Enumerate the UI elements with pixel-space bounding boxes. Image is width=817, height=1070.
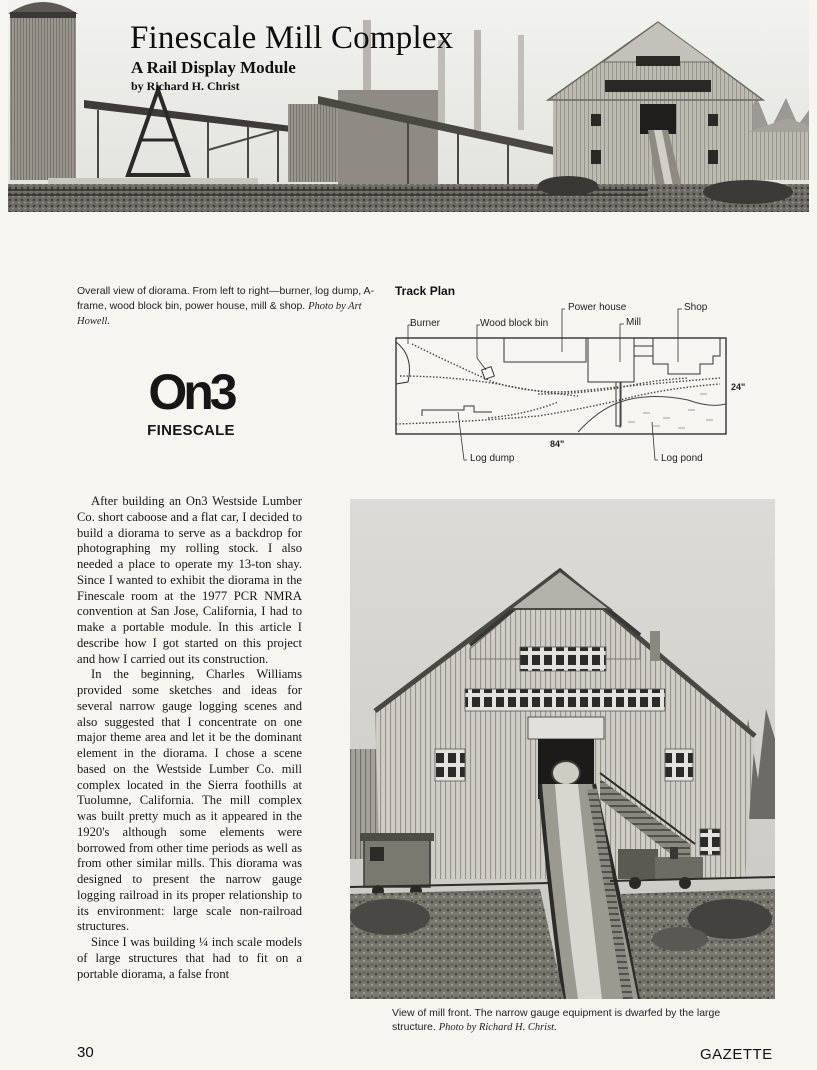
label-shop: Shop [684, 302, 708, 313]
article-byline: by Richard H. Christ [131, 79, 240, 93]
track-plan-title: Track Plan [395, 284, 456, 298]
mill-front-photo [350, 499, 775, 999]
mill-caption [392, 1006, 740, 1035]
label-burner: Burner [410, 318, 441, 329]
label-log-dump: Log dump [470, 453, 515, 464]
body-paragraph: In the beginning, Charles Williams provided some sketches and ideas for several narrow gauge logging scenes and also suggested that I concentrate on one major theme area and let it be the dominant element in the diorama. I chose a scene based on the Westside Lumber Co. mill complex located in the Sierra foothills at Tuolumne, California. The mill complex was built pretty much as it appeared in the 1920's although some elements were borrowed from other time periods as well as from other similar mills. This diorama was designed to present the narrow gauge logging railroad in its proper relationship to its environment: large scale non-railroad structures. [77, 667, 302, 934]
label-wood-block-bin: Wood block bin [480, 318, 549, 329]
track-plan-drawing [388, 298, 760, 470]
shop-outline [653, 338, 720, 374]
label-log-pond: Log pond [661, 453, 703, 464]
mill-outline [588, 338, 634, 382]
overview-caption-text: Overall view of diorama. From left to right—burner, log dump, A- frame, wood block bin, power house, mill & shop. [77, 285, 375, 312]
burner-outline [396, 342, 410, 384]
logo-sub-text: FINESCALE [147, 422, 235, 439]
label-power-house: Power house [568, 302, 627, 313]
article-body [77, 494, 302, 1037]
overview-photo-credit: Photo by Art Howell. [77, 300, 362, 327]
label-mill: Mill [626, 317, 641, 328]
dimension-length: 84" [550, 439, 565, 449]
magazine-name: GAZETTE [700, 1046, 773, 1063]
article-title: Finescale Mill Complex [130, 20, 454, 56]
on3-finescale-logo [138, 365, 248, 445]
dimension-depth: 24" [731, 382, 746, 392]
body-paragraph: After building an On3 Westside Lumber Co. short caboose and a flat car, I decided to build a diorama to serve as a backdrop for photographing my rolling stock. I also needed a place to operate my 13-ton shay. Since I wanted to exhibit the diorama in the Finescale room at the 1977 PCR NMRA convention at San Jose, California, I had to make a portable module. In this article I describe how I got started on this project and how I carried out its construction. [77, 494, 302, 666]
page-number: 30 [77, 1044, 94, 1061]
mill-photo-credit: Photo by Richard H. Christ. [438, 1022, 557, 1033]
body-paragraph: Since I was building ¼ inch scale models of large structures that had to fit on a portable diorama, a false front [77, 935, 302, 981]
mill-front-image [350, 499, 775, 999]
logo-main-text: On3 [148, 364, 234, 420]
track-plan-diagram [388, 298, 760, 470]
power-house-outline [504, 338, 586, 362]
article-subtitle: A Rail Display Module [131, 58, 296, 77]
log-dump-outline [422, 406, 492, 416]
overview-caption [77, 284, 377, 330]
wood-block-bin-outline [482, 367, 495, 380]
mill-caption-text: View of mill front. The narrow gauge equipment is dwarfed by the large structure. [392, 1007, 721, 1033]
module-outline [396, 338, 726, 434]
